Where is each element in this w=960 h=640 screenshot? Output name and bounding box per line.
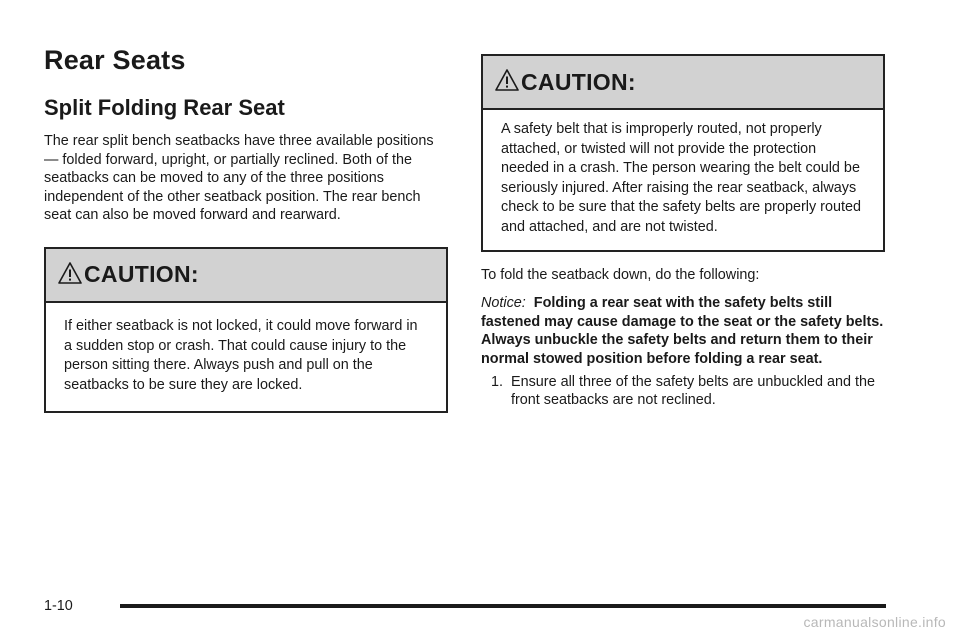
right-column bbox=[481, 54, 886, 410]
notice-paragraph bbox=[481, 294, 886, 368]
steps-list bbox=[481, 373, 886, 410]
section-heading: Split Folding Rear Seat bbox=[44, 95, 285, 120]
list-item bbox=[481, 373, 886, 410]
warning-triangle-icon bbox=[495, 68, 519, 92]
caution-text: If either seatback is not locked, it could move forward in a sudden stop or crash. That could cause injury to the person sitting there. Always push and pull on the seatbacks to be sure they are locked. bbox=[64, 317, 418, 393]
intro-paragraph: The rear split bench seatbacks have three available positions — folded forward, upright, or partially reclined. Both of the seatbacks can be moved to any of the three positions independent of the other seatback position. The rear bench seat can also be moved forward and rearward. bbox=[44, 133, 434, 224]
caution-text: A safety belt that is improperly routed, not properly attached, or twisted will not provide the protection needed in a crash. The person wearing the belt could be seriously injured. After raising the rear seatback, always check to be sure that the safety belts are properly routed and attached, and are not twisted. bbox=[501, 121, 861, 235]
step-number: 1. bbox=[491, 373, 504, 390]
caution-header bbox=[483, 56, 883, 110]
caution-box-safety-belt bbox=[481, 54, 885, 252]
step-text: Ensure all three of the safety belts are unbuckled and the front seatbacks are not reclined. bbox=[511, 373, 875, 409]
caution-box-locked-seatback bbox=[44, 247, 448, 413]
warning-triangle-icon bbox=[58, 261, 82, 285]
notice-text: Folding a rear seat with the safety belts still fastened may cause damage to the seat or the safety belts. Always unbuckle the safety belts and return them to their normal stowed position before folding a rear seat. bbox=[481, 295, 884, 367]
caution-label: CAUTION: bbox=[521, 68, 636, 95]
left-column bbox=[44, 40, 448, 413]
instruction-text: To fold the seatback down, do the following: bbox=[481, 266, 760, 283]
watermark: carmanualsonline.info bbox=[803, 614, 946, 630]
notice-label: Notice: bbox=[481, 295, 526, 312]
caution-header bbox=[46, 249, 446, 303]
page-number: 1-10 bbox=[44, 598, 73, 614]
caution-label: CAUTION: bbox=[84, 261, 199, 288]
footer-divider bbox=[120, 604, 886, 608]
page-title: Rear Seats bbox=[44, 45, 186, 75]
